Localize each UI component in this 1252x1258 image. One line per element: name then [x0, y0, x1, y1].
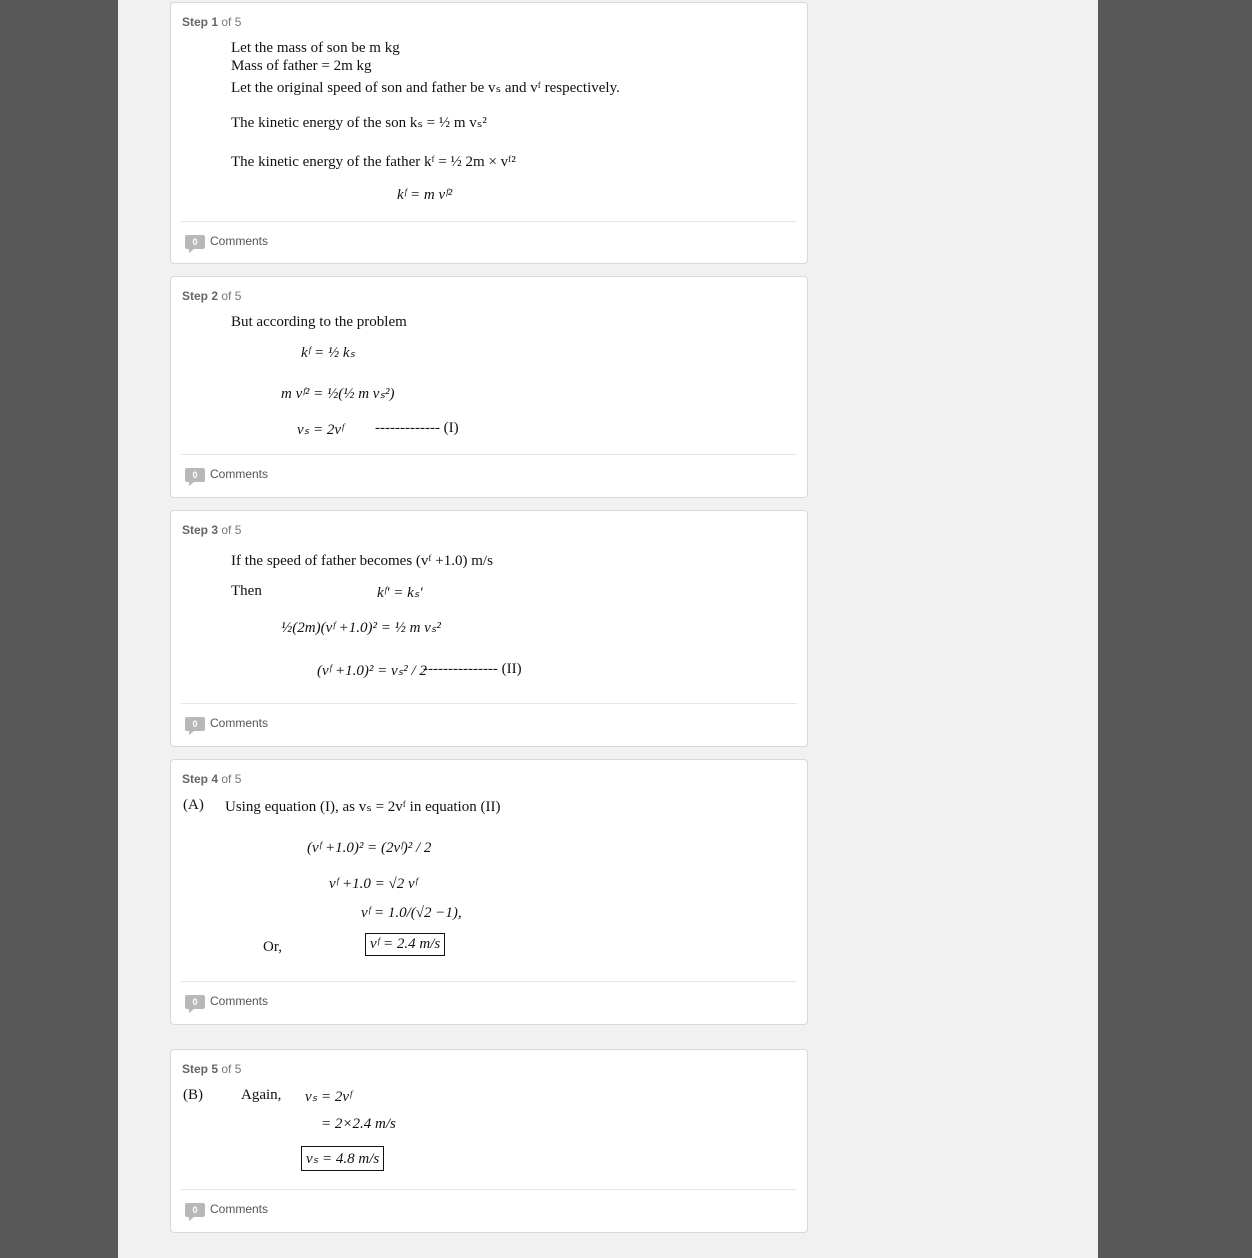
answer-box: vᶠ = 2.4 m/s — [365, 933, 445, 956]
step-label: Step 5 of 5 — [182, 1062, 242, 1076]
step-label: Step 4 of 5 — [182, 772, 242, 786]
divider — [181, 1189, 797, 1190]
text-line: Using equation (I), as vₛ = 2vᶠ in equation (II) — [225, 799, 501, 815]
step-card-4: Step 4 of 5 (A) Using equation (I), as vₛ = 2vᶠ in equation (II) (vᶠ +1.0)² = (2vᶠ)² / 2 vᶠ +1.0 = √2 vᶠ vᶠ = 1.0/(√2 −1), Or, vᶠ = 2.4 m/s 0 Comments — [170, 759, 808, 1025]
equation-line: vₛ = 2vᶠ — [305, 1089, 352, 1105]
text-line: Mass of father = 2m kg — [231, 58, 372, 74]
equation-line: (vᶠ +1.0)² = (2vᶠ)² / 2 — [307, 840, 432, 856]
equation-line: vᶠ = 1.0/(√2 −1), — [361, 905, 462, 921]
equation-tag: --------------- (II) — [423, 661, 522, 677]
comment-bubble-icon: 0 — [185, 468, 205, 482]
text-line: Then — [231, 583, 262, 599]
comment-bubble-icon: 0 — [185, 717, 205, 731]
step-card-1: Step 1 of 5 Let the mass of son be m kg Mass of father = 2m kg Let the original speed of son and father be vₛ and vᶠ respectively. The kinetic energy of the son kₛ = ½ m vₛ² The kinetic energy of the father kᶠ = ½ 2m × vᶠ² kᶠ = m vᶠ² 0 Comments — [170, 2, 808, 264]
comment-bubble-icon: 0 — [185, 995, 205, 1009]
step-label: Step 2 of 5 — [182, 289, 242, 303]
step-label: Step 3 of 5 — [182, 523, 242, 537]
step-card-3: Step 3 of 5 If the speed of father becomes (vᶠ +1.0) m/s Then kᶠ' = kₛ' ½(2m)(vᶠ +1.0)² = ½ m vₛ² (vᶠ +1.0)² = vₛ² / 2 --------------- (II) 0 Comments — [170, 510, 808, 747]
equation-line: (vᶠ +1.0)² = vₛ² / 2 — [317, 663, 427, 679]
equation-line: kᶠ = m vᶠ² — [397, 187, 453, 203]
divider — [181, 703, 797, 704]
comment-bubble-icon: 0 — [185, 235, 205, 249]
step-card-5: Step 5 of 5 (B) Again, vₛ = 2vᶠ = 2×2.4 m/s vₛ = 4.8 m/s 0 Comments — [170, 1049, 808, 1233]
equation-line: vₛ = 2vᶠ — [297, 422, 344, 438]
equation-line: ½(2m)(vᶠ +1.0)² = ½ m vₛ² — [281, 620, 441, 636]
divider — [181, 221, 797, 222]
text-line: Or, — [263, 939, 282, 955]
text-line: Again, — [241, 1087, 282, 1103]
comment-bubble-icon: 0 — [185, 1203, 205, 1217]
equation-line: The kinetic energy of the son kₛ = ½ m vₛ² — [231, 115, 487, 131]
equation-tag: ------------- (I) — [375, 420, 459, 436]
divider — [181, 981, 797, 982]
text-line: Let the mass of son be m kg — [231, 40, 400, 56]
step-card-2: Step 2 of 5 But according to the problem kᶠ = ½ kₛ m vᶠ² = ½(½ m vₛ²) vₛ = 2vᶠ ------------- (I) 0 Comments — [170, 276, 808, 498]
equation-line: m vᶠ² = ½(½ m vₛ²) — [281, 386, 395, 402]
part-label: (B) — [183, 1087, 203, 1103]
equation-line: The kinetic energy of the father kᶠ = ½ 2m × vᶠ² — [231, 154, 516, 170]
text-line: Let the original speed of son and father be vₛ and vᶠ respectively. — [231, 80, 620, 96]
equation-line: = 2×2.4 m/s — [321, 1116, 396, 1132]
text-line: But according to the problem — [231, 314, 407, 330]
part-label: (A) — [183, 797, 204, 813]
text-line: If the speed of father becomes (vᶠ +1.0) m/s — [231, 553, 493, 569]
equation-line: vᶠ +1.0 = √2 vᶠ — [329, 876, 418, 892]
divider — [181, 454, 797, 455]
step-label: Step 1 of 5 — [182, 15, 242, 29]
equation-line: kᶠ' = kₛ' — [377, 585, 423, 601]
equation-line: kᶠ = ½ kₛ — [301, 345, 356, 361]
answer-box: vₛ = 4.8 m/s — [301, 1146, 384, 1171]
